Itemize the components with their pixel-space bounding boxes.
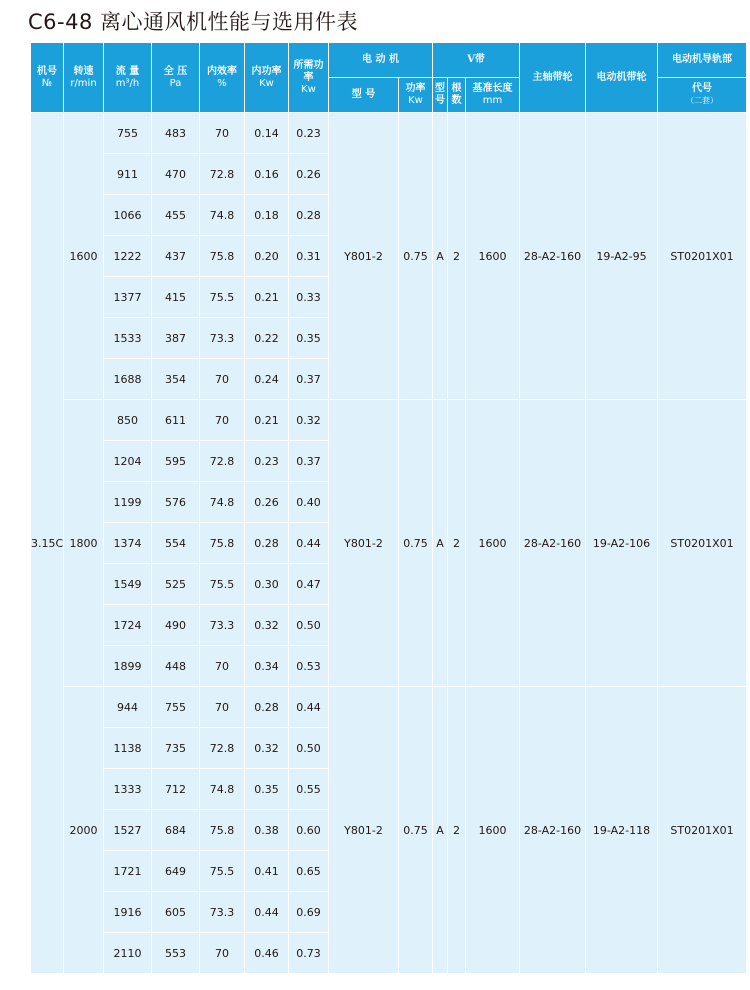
- cell-motor-power: 0.75: [399, 400, 433, 687]
- cell-motor-power: 0.75: [399, 687, 433, 974]
- cell-pressure: 354: [152, 359, 200, 400]
- header-vbelt-type: 型号: [433, 78, 448, 113]
- cell-main-pulley: 28-A2-160: [520, 113, 586, 400]
- header-row-1: [31, 43, 747, 78]
- cell-speed: 1800: [64, 400, 104, 687]
- cell-internal-power: 0.32: [245, 605, 289, 646]
- header-vbelt: V带: [433, 43, 520, 78]
- header-rail-code: 代号 （二套）: [658, 78, 747, 113]
- cell-efficiency: 70: [200, 687, 245, 728]
- cell-pressure: 576: [152, 482, 200, 523]
- cell-required-power: 0.40: [289, 482, 329, 523]
- header-internal-power: 内功率 Kw: [245, 43, 289, 113]
- cell-efficiency: 75.8: [200, 523, 245, 564]
- cell-flow: 1721: [104, 851, 152, 892]
- header-rail: 电动机导轨部: [658, 43, 747, 78]
- cell-rail-code: ST0201X01: [658, 113, 747, 400]
- cell-efficiency: 74.8: [200, 482, 245, 523]
- cell-efficiency: 75.8: [200, 236, 245, 277]
- cell-flow: 1688: [104, 359, 152, 400]
- cell-flow: 1199: [104, 482, 152, 523]
- cell-required-power: 0.47: [289, 564, 329, 605]
- cell-vbelt-count: 2: [448, 113, 466, 400]
- cell-required-power: 0.32: [289, 400, 329, 441]
- cell-efficiency: 72.8: [200, 154, 245, 195]
- cell-internal-power: 0.28: [245, 687, 289, 728]
- cell-pressure: 554: [152, 523, 200, 564]
- cell-internal-power: 0.35: [245, 769, 289, 810]
- cell-vbelt-type: A: [433, 687, 448, 974]
- cell-internal-power: 0.21: [245, 277, 289, 318]
- cell-required-power: 0.23: [289, 113, 329, 154]
- cell-required-power: 0.35: [289, 318, 329, 359]
- header-motor-power: 功率 Kw: [399, 78, 433, 113]
- cell-speed: 2000: [64, 687, 104, 974]
- cell-required-power: 0.50: [289, 728, 329, 769]
- cell-pressure: 605: [152, 892, 200, 933]
- cell-required-power: 0.53: [289, 646, 329, 687]
- cell-internal-power: 0.44: [245, 892, 289, 933]
- cell-pressure: 684: [152, 810, 200, 851]
- cell-flow: 1204: [104, 441, 152, 482]
- cell-internal-power: 0.21: [245, 400, 289, 441]
- header-pressure: 全 压 Pa: [152, 43, 200, 113]
- cell-required-power: 0.69: [289, 892, 329, 933]
- header-vbelt-count: 根数: [448, 78, 466, 113]
- cell-flow: 1724: [104, 605, 152, 646]
- cell-required-power: 0.26: [289, 154, 329, 195]
- cell-internal-power: 0.30: [245, 564, 289, 605]
- cell-required-power: 0.28: [289, 195, 329, 236]
- cell-internal-power: 0.23: [245, 441, 289, 482]
- cell-vbelt-count: 2: [448, 400, 466, 687]
- cell-efficiency: 75.5: [200, 564, 245, 605]
- cell-pressure: 437: [152, 236, 200, 277]
- cell-efficiency: 74.8: [200, 769, 245, 810]
- cell-internal-power: 0.26: [245, 482, 289, 523]
- cell-motor-power: 0.75: [399, 113, 433, 400]
- cell-required-power: 0.37: [289, 441, 329, 482]
- cell-vbelt-length: 1600: [466, 113, 520, 400]
- cell-flow: 1549: [104, 564, 152, 605]
- cell-required-power: 0.37: [289, 359, 329, 400]
- cell-motor-pulley: 19-A2-95: [586, 113, 658, 400]
- cell-vbelt-length: 1600: [466, 400, 520, 687]
- cell-main-pulley: 28-A2-160: [520, 400, 586, 687]
- cell-efficiency: 70: [200, 359, 245, 400]
- cell-flow: 1527: [104, 810, 152, 851]
- cell-internal-power: 0.18: [245, 195, 289, 236]
- cell-internal-power: 0.41: [245, 851, 289, 892]
- cell-internal-power: 0.20: [245, 236, 289, 277]
- cell-flow: 1916: [104, 892, 152, 933]
- cell-required-power: 0.33: [289, 277, 329, 318]
- cell-efficiency: 70: [200, 646, 245, 687]
- cell-flow: 911: [104, 154, 152, 195]
- cell-pressure: 595: [152, 441, 200, 482]
- performance-table: [30, 42, 747, 974]
- cell-efficiency: 70: [200, 400, 245, 441]
- cell-internal-power: 0.32: [245, 728, 289, 769]
- cell-flow: 944: [104, 687, 152, 728]
- header-vbelt-length: 基准长度 mm: [466, 78, 520, 113]
- cell-main-pulley: 28-A2-160: [520, 687, 586, 974]
- cell-internal-power: 0.28: [245, 523, 289, 564]
- cell-required-power: 0.50: [289, 605, 329, 646]
- cell-vbelt-type: A: [433, 400, 448, 687]
- cell-model-no: 3.15C: [31, 113, 64, 974]
- header-efficiency: 内效率 %: [200, 43, 245, 113]
- cell-flow: 850: [104, 400, 152, 441]
- cell-pressure: 483: [152, 113, 200, 154]
- page-title: C6-48 离心通风机性能与选用件表: [28, 10, 358, 34]
- cell-efficiency: 75.5: [200, 277, 245, 318]
- cell-internal-power: 0.38: [245, 810, 289, 851]
- header-motor-pulley: 电动机带轮: [586, 43, 658, 113]
- cell-internal-power: 0.22: [245, 318, 289, 359]
- header-model-no: 机号 №: [31, 43, 64, 113]
- cell-efficiency: 73.3: [200, 892, 245, 933]
- cell-required-power: 0.44: [289, 687, 329, 728]
- cell-pressure: 455: [152, 195, 200, 236]
- cell-pressure: 712: [152, 769, 200, 810]
- cell-internal-power: 0.34: [245, 646, 289, 687]
- cell-flow: 755: [104, 113, 152, 154]
- cell-pressure: 755: [152, 687, 200, 728]
- header-main-pulley: 主轴带轮: [520, 43, 586, 113]
- cell-efficiency: 73.3: [200, 318, 245, 359]
- cell-pressure: 387: [152, 318, 200, 359]
- cell-pressure: 553: [152, 933, 200, 974]
- cell-motor-model: Y801-2: [329, 400, 399, 687]
- cell-efficiency: 70: [200, 113, 245, 154]
- cell-vbelt-length: 1600: [466, 687, 520, 974]
- cell-pressure: 735: [152, 728, 200, 769]
- cell-flow: 1066: [104, 195, 152, 236]
- cell-flow: 1374: [104, 523, 152, 564]
- cell-efficiency: 73.3: [200, 605, 245, 646]
- cell-flow: 1138: [104, 728, 152, 769]
- cell-internal-power: 0.14: [245, 113, 289, 154]
- cell-required-power: 0.44: [289, 523, 329, 564]
- table-row: [31, 687, 747, 728]
- cell-speed: 1600: [64, 113, 104, 400]
- table-row: [31, 400, 747, 441]
- header-speed: 转速 r/min: [64, 43, 104, 113]
- header-flow: 流 量 m³/h: [104, 43, 152, 113]
- cell-efficiency: 75.5: [200, 851, 245, 892]
- cell-pressure: 470: [152, 154, 200, 195]
- cell-flow: 1899: [104, 646, 152, 687]
- cell-pressure: 490: [152, 605, 200, 646]
- header-motor: 电 动 机: [329, 43, 433, 78]
- cell-required-power: 0.60: [289, 810, 329, 851]
- cell-efficiency: 72.8: [200, 441, 245, 482]
- header-motor-model: 型 号: [329, 78, 399, 113]
- cell-flow: 1377: [104, 277, 152, 318]
- cell-pressure: 448: [152, 646, 200, 687]
- cell-flow: 1222: [104, 236, 152, 277]
- cell-pressure: 415: [152, 277, 200, 318]
- cell-efficiency: 70: [200, 933, 245, 974]
- cell-efficiency: 72.8: [200, 728, 245, 769]
- header-required-power: 所需功率 Kw: [289, 43, 329, 113]
- cell-vbelt-type: A: [433, 113, 448, 400]
- cell-flow: 1533: [104, 318, 152, 359]
- cell-internal-power: 0.16: [245, 154, 289, 195]
- cell-flow: 2110: [104, 933, 152, 974]
- cell-required-power: 0.31: [289, 236, 329, 277]
- cell-required-power: 0.65: [289, 851, 329, 892]
- cell-internal-power: 0.24: [245, 359, 289, 400]
- cell-internal-power: 0.46: [245, 933, 289, 974]
- cell-efficiency: 74.8: [200, 195, 245, 236]
- cell-rail-code: ST0201X01: [658, 400, 747, 687]
- cell-efficiency: 75.8: [200, 810, 245, 851]
- cell-motor-pulley: 19-A2-106: [586, 400, 658, 687]
- cell-required-power: 0.55: [289, 769, 329, 810]
- cell-pressure: 611: [152, 400, 200, 441]
- cell-pressure: 525: [152, 564, 200, 605]
- cell-motor-pulley: 19-A2-118: [586, 687, 658, 974]
- cell-required-power: 0.73: [289, 933, 329, 974]
- cell-pressure: 649: [152, 851, 200, 892]
- cell-rail-code: ST0201X01: [658, 687, 747, 974]
- cell-motor-model: Y801-2: [329, 113, 399, 400]
- cell-flow: 1333: [104, 769, 152, 810]
- cell-vbelt-count: 2: [448, 687, 466, 974]
- table-row: [31, 113, 747, 154]
- cell-motor-model: Y801-2: [329, 687, 399, 974]
